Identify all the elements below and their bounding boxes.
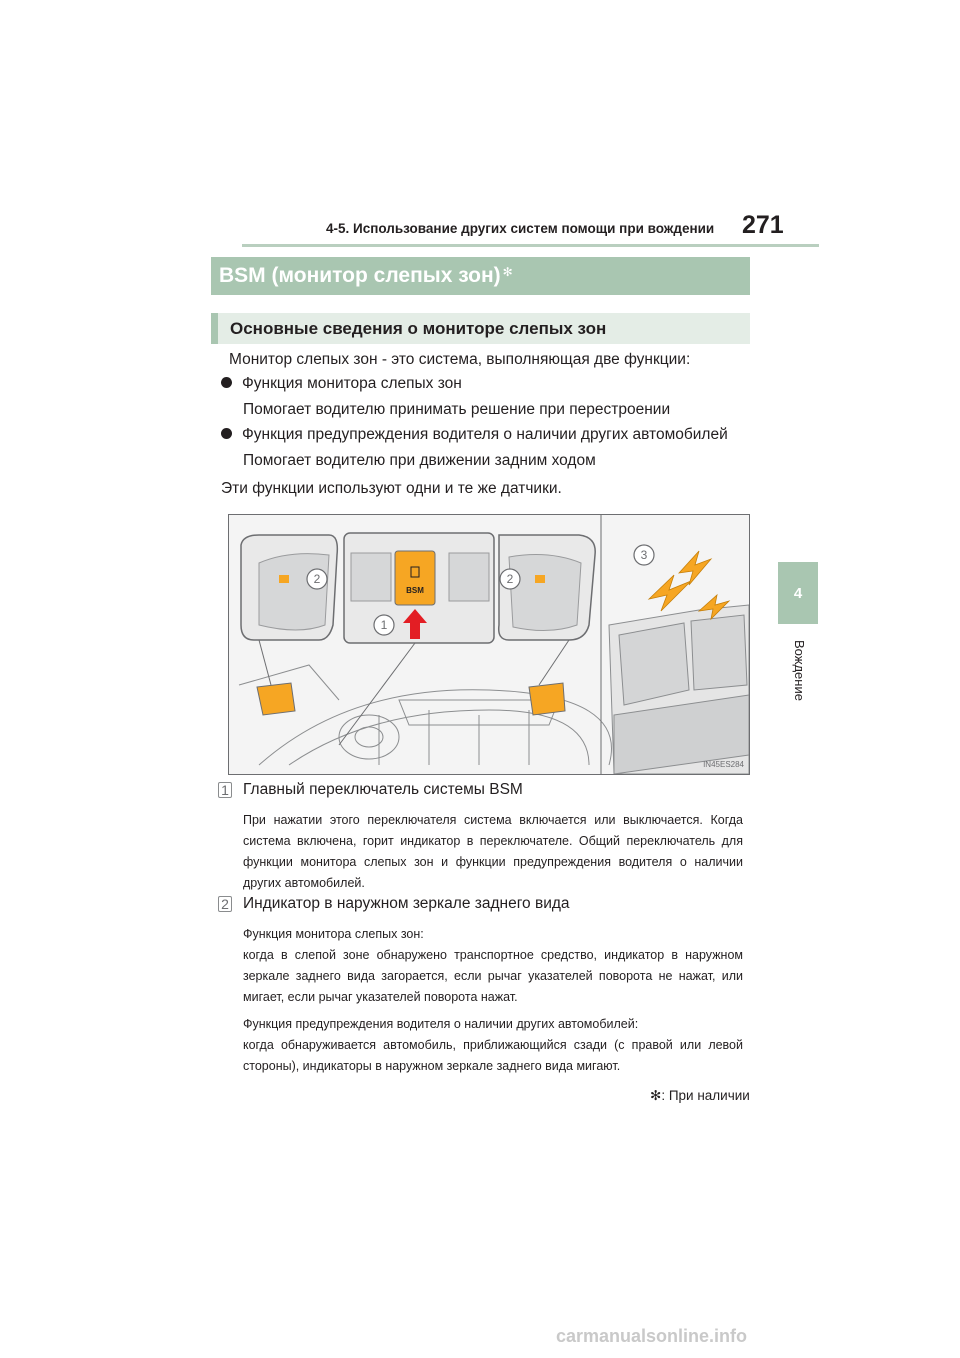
bullet-1-desc: Помогает водителю принимать решение при перестроении — [243, 401, 671, 418]
item-1-body — [243, 810, 743, 894]
callout-2-right: 2 — [506, 572, 514, 586]
chapter-label: Вождение — [792, 640, 807, 701]
footnote-text: : При наличии — [661, 1088, 750, 1103]
availability-footnote — [650, 1088, 750, 1104]
page-number: 271 — [742, 211, 784, 239]
section-subtitle: Основные сведения о мониторе слепых зон — [211, 313, 750, 344]
page-title — [211, 257, 750, 295]
footnote-mark: ✻ — [650, 1088, 662, 1103]
bullet-1 — [221, 375, 462, 393]
chapter-tab[interactable]: 4 — [778, 562, 818, 624]
watermark: carmanualsonline.info — [556, 1326, 748, 1346]
bullet-dot-icon — [221, 377, 232, 388]
sensors-note: Эти функции используют одни и те же датчики. — [221, 480, 562, 497]
callout-2-left: 2 — [313, 572, 321, 586]
bullet-1-title: Функция монитора слепых зон — [242, 375, 462, 392]
header-divider — [242, 244, 819, 247]
bsm-illustration — [228, 514, 750, 775]
bullet-2 — [221, 426, 728, 444]
item-2-paragraph-4: когда обнаруживается автомобиль, приближающийся сзади (с правой или левой стороны), индикаторы в наружном зеркале заднего вида мигают. — [243, 1038, 743, 1073]
item-2-body — [243, 924, 743, 1077]
image-code: IN45ES284 — [703, 760, 744, 769]
bullet-dot-icon — [221, 428, 232, 439]
item-1-paragraph: При нажатии этого переключателя система включается или выключается. Когда система включена, горит индикатор в переключателе. Общий переключатель для функции монитора слепых зон и функции предупреждения водителя о наличии других автомобилей. — [243, 813, 743, 890]
bsm-switch-label: BSM — [406, 586, 424, 595]
item-2-paragraph-2: когда в слепой зоне обнаружено транспортное средство, индикатор в наружном зеркале заднего вида загорается, если рычаг указателей поворота не нажат, или мигает, если рычаг указателей поворота нажат. — [243, 948, 743, 1004]
bsm-illustration-svg — [229, 515, 749, 774]
callout-3: 3 — [640, 548, 648, 562]
page-title-text: BSM (монитор слепых зон) — [219, 264, 501, 287]
intro-text: Монитор слепых зон - это система, выполняющая две функции: — [229, 351, 691, 368]
bullet-2-desc: Помогает водителю при движении задним ходом — [243, 452, 596, 469]
item-2-number: 2 — [218, 896, 232, 912]
item-1-number: 1 — [218, 782, 232, 798]
item-2-title: Индикатор в наружном зеркале заднего вида — [243, 895, 570, 912]
callout-1: 1 — [380, 618, 388, 632]
bullet-2-title: Функция предупреждения водителя о наличии других автомобилей — [242, 426, 728, 443]
item-1-title: Главный переключатель системы BSM — [243, 781, 523, 798]
availability-mark: ✻ — [502, 265, 513, 279]
item-2-paragraph-1: Функция монитора слепых зон: — [243, 927, 424, 941]
section-header: 4-5. Использование других систем помощи при вождении — [326, 221, 715, 236]
item-2-paragraph-3: Функция предупреждения водителя о наличии других автомобилей: — [243, 1017, 639, 1031]
